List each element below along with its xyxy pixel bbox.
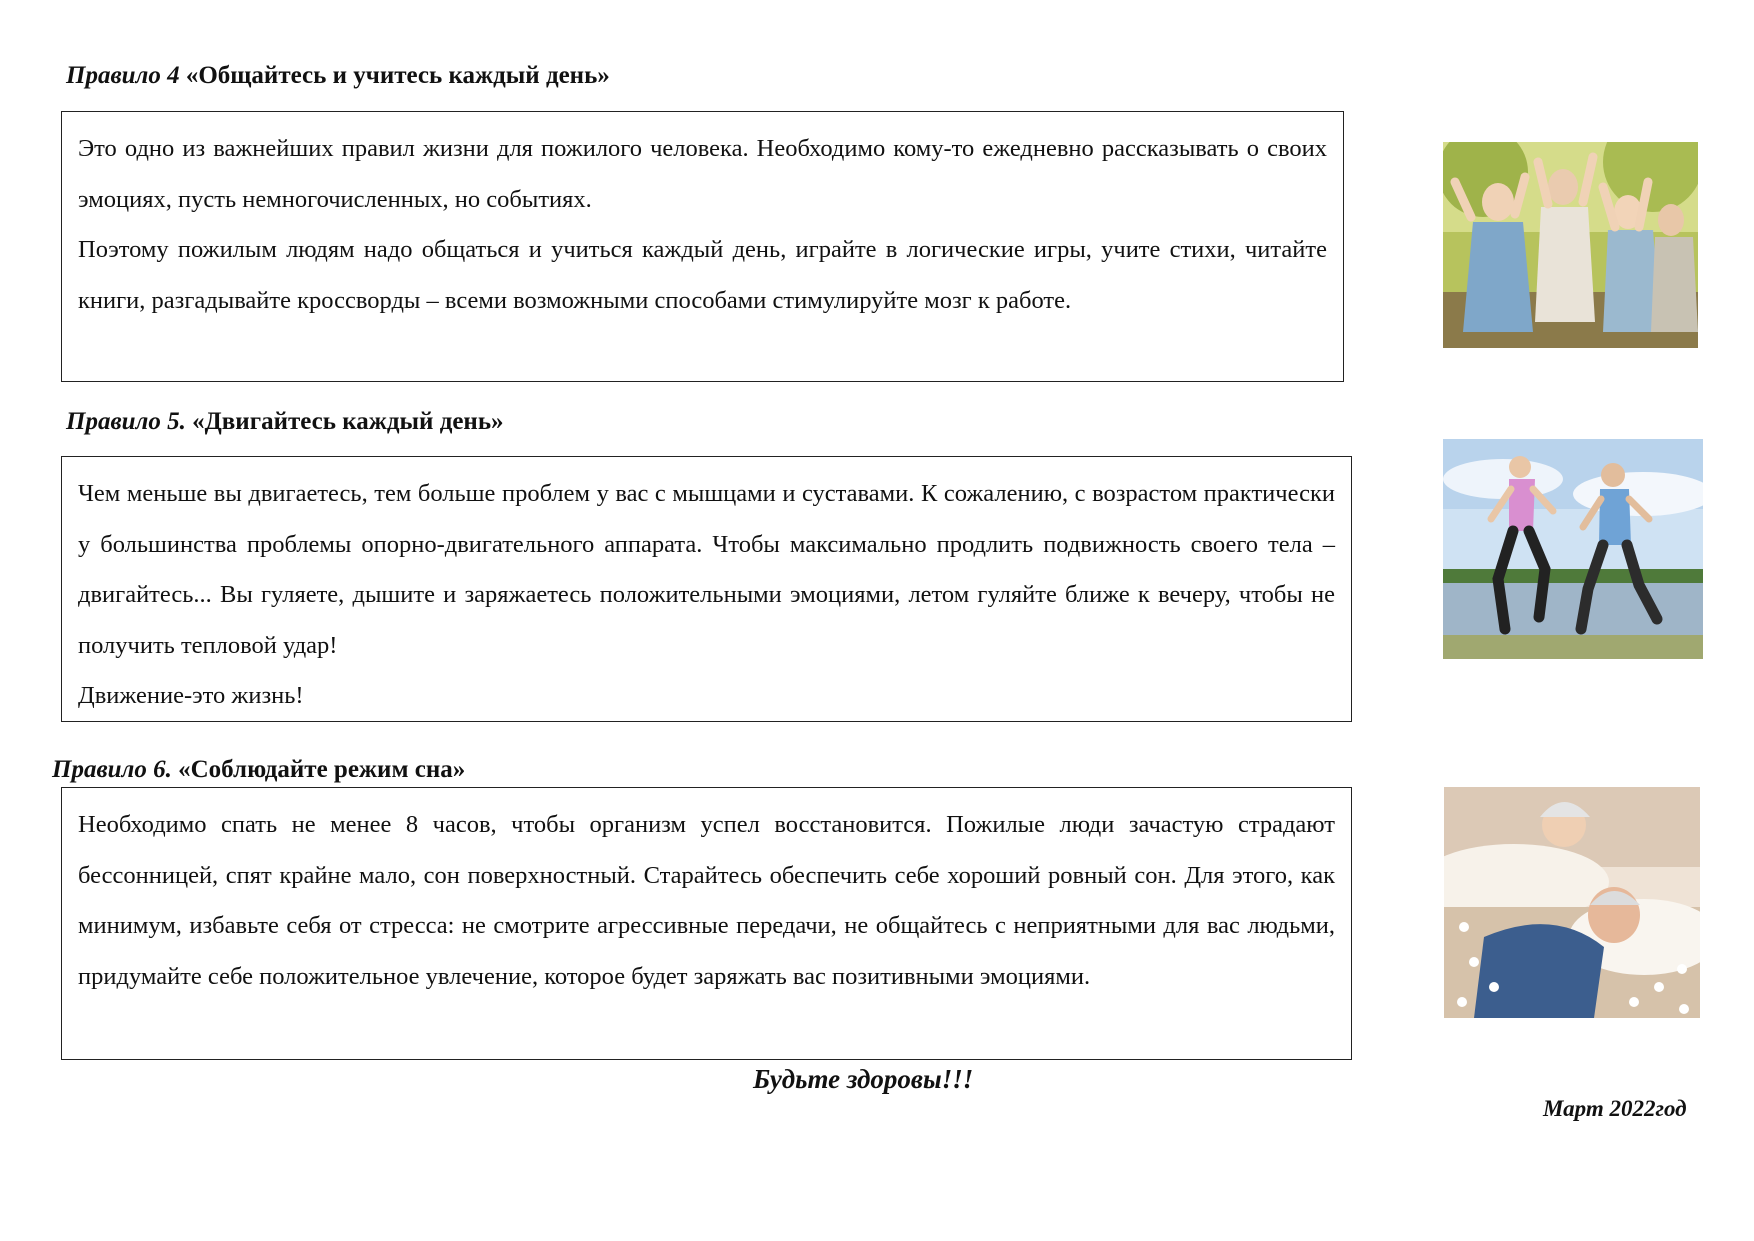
rule-5-title: «Двигайтесь каждый день» bbox=[192, 408, 504, 435]
seniors-waving-photo bbox=[1443, 142, 1698, 348]
rule-5-paragraph-1: Чем меньше вы двигаетесь, тем больше проблем у вас с мышцами и суставами. К сожалению, с возрастом практически у большинства проблемы опорно-двигательного аппарата. Чтобы максимально продлить подвижность своего тела – двигайтесь... Вы гуляете, дышите и заряжаетесь положительными эмоциями, летом гуляйте ближе к вечеру, чтобы не получить тепловой удар! bbox=[78, 480, 1335, 659]
rule-6-box bbox=[61, 787, 1352, 1060]
date-text: Март 2022год bbox=[1543, 1096, 1687, 1121]
rule-6-title: «Соблюдайте режим сна» bbox=[178, 756, 466, 783]
rule-6-paragraph-1: Необходимо спать не менее 8 часов, чтобы организм успел восстановится. Пожилые люди зачастую страдают бессонницей, спят крайне мало, сон поверхностный. Старайтесь обеспечить себе хороший ровный сон. Для этого, как минимум, избавьте себя от стресса: не смотрите агрессивные передачи, не общайтесь с неприятными для вас людьми, придумайте себе положительное увлечение, которое будет заряжать вас позитивными эмоциями. bbox=[78, 811, 1335, 990]
rule-4-heading bbox=[66, 62, 610, 90]
seniors-sleeping-photo bbox=[1444, 787, 1700, 1018]
rule-4-paragraph-2: Поэтому пожилым людям надо общаться и учиться каждый день, играйте в логические игры, учите стихи, читайте книги, разгадывайте кроссворды – всеми возможными способами стимулируйте мозг к работе. bbox=[78, 236, 1327, 314]
rule-6-number: Правило 6. bbox=[52, 756, 172, 783]
rule-4-title: «Общайтесь и учитесь каждый день» bbox=[185, 62, 610, 89]
seniors-running-photo bbox=[1443, 439, 1703, 659]
rule-4-paragraph-1: Это одно из важнейших правил жизни для пожилого человека. Необходимо кому-то ежедневно рассказывать о своих эмоциях, пусть немногочисленных, но событиях. bbox=[78, 135, 1327, 213]
rule-5-paragraph-2: Движение-это жизнь! bbox=[78, 682, 304, 709]
rule-5-number: Правило 5. bbox=[66, 408, 186, 435]
rule-4-box bbox=[61, 111, 1344, 382]
rule-4-number: Правило 4 bbox=[66, 62, 180, 89]
rule-5-box bbox=[61, 456, 1352, 722]
closing-text: Будьте здоровы!!! bbox=[753, 1064, 974, 1094]
rule-5-heading bbox=[66, 408, 504, 436]
rule-6-heading bbox=[52, 756, 465, 784]
